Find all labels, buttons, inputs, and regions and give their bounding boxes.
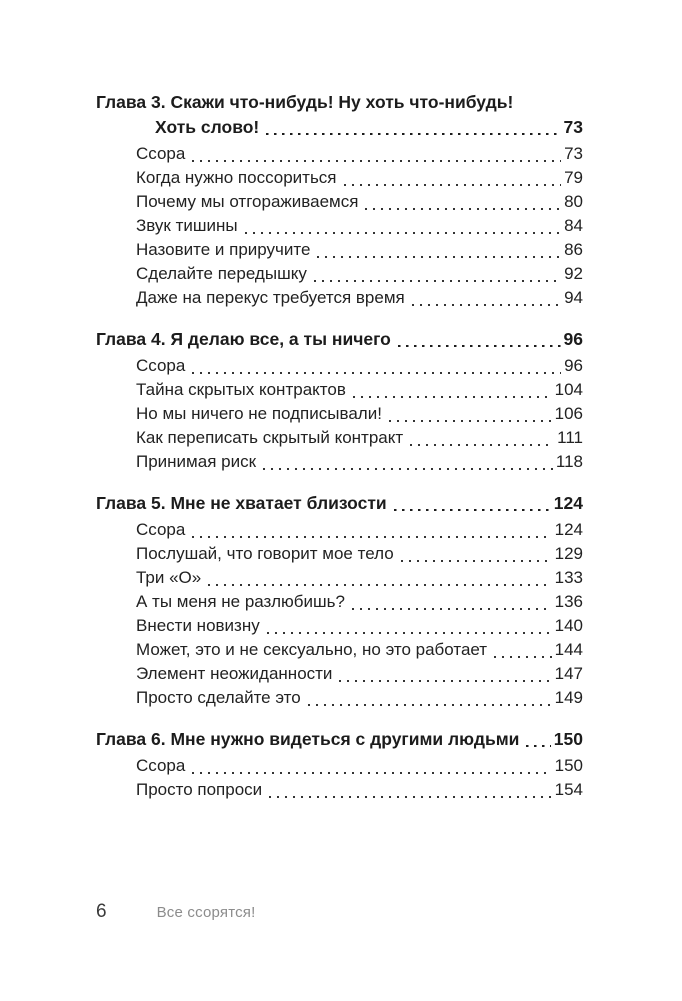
dotted-leader: [308, 704, 552, 706]
dotted-leader: [401, 560, 552, 562]
dotted-leader: [192, 372, 561, 374]
chapter-heading-label: Глава 6. Мне нужно видеться с другими людьми: [96, 729, 520, 749]
toc-item-row: [96, 590, 583, 614]
toc-item-label: Ссора: [136, 144, 186, 163]
toc-item-page-number: 80: [564, 192, 583, 211]
toc-item-label: Три «О»: [136, 568, 202, 587]
toc-item-row: [96, 142, 583, 166]
dotted-leader: [394, 509, 551, 511]
toc-item-label: Принимая риск: [136, 452, 257, 471]
toc-item-label: Послушай, что говорит мое тело: [136, 544, 394, 563]
dotted-leader: [398, 345, 561, 347]
dotted-leader: [410, 444, 554, 446]
dotted-leader: [192, 772, 551, 774]
toc-item-label: Когда нужно поссориться: [136, 168, 337, 187]
toc-item-label: Почему мы отгораживаемся: [136, 192, 359, 211]
dotted-leader: [192, 160, 561, 162]
table-of-contents: [96, 90, 583, 819]
dotted-leader: [344, 184, 562, 186]
chapter-heading-row: [96, 115, 583, 139]
toc-item-page-number: 79: [564, 168, 583, 187]
toc-item-label: Элемент неожиданности: [136, 664, 333, 683]
dotted-leader: [269, 796, 551, 798]
toc-item-page-number: 86: [564, 240, 583, 259]
toc-item-row: [96, 778, 583, 802]
toc-item-label: Но мы ничего не подписывали!: [136, 404, 382, 423]
toc-item-label: Просто попроси: [136, 780, 263, 799]
toc-item-page-number: 92: [564, 264, 583, 283]
dotted-leader: [267, 632, 552, 634]
toc-item-page-number: 150: [554, 756, 583, 775]
chapter-heading-page-number: 124: [553, 493, 583, 513]
chapter-heading-label: Глава 4. Я делаю все, а ты ничего: [96, 329, 391, 349]
toc-item-row: [96, 426, 583, 450]
toc-item-row: [96, 214, 583, 238]
toc-item-page-number: 136: [554, 592, 583, 611]
toc-item-row: [96, 638, 583, 662]
chapter-heading-label: Глава 5. Мне не хватает близости: [96, 493, 387, 513]
toc-item-row: [96, 166, 583, 190]
toc-item-row: [96, 566, 583, 590]
toc-item-page-number: 154: [554, 780, 583, 799]
chapter-heading-page-number: 73: [563, 117, 583, 137]
toc-item-row: [96, 450, 583, 474]
toc-item-page-number: 84: [564, 216, 583, 235]
dotted-leader: [352, 608, 552, 610]
toc-item-page-number: 149: [554, 688, 583, 707]
toc-item-label: Ссора: [136, 356, 186, 375]
toc-item-row: [96, 286, 583, 310]
toc-item-row: [96, 754, 583, 778]
dotted-leader: [339, 680, 551, 682]
page-footer: [96, 901, 256, 923]
dotted-leader: [494, 656, 552, 658]
dotted-leader: [365, 208, 561, 210]
toc-item-label: Тайна скрытых контрактов: [136, 380, 346, 399]
chapter-heading-row: [96, 727, 583, 751]
toc-item-label: Назовите и приручите: [136, 240, 311, 259]
toc-item-row: [96, 378, 583, 402]
footer-page-number: 6: [96, 901, 107, 922]
dotted-leader: [192, 536, 551, 538]
dotted-leader: [353, 396, 552, 398]
dotted-leader: [526, 745, 550, 747]
toc-item-page-number: 94: [564, 288, 583, 307]
footer-book-title: Все ссорятся!: [156, 904, 256, 921]
dotted-leader: [208, 584, 551, 586]
toc-item-label: Ссора: [136, 520, 186, 539]
chapter-heading-row: [96, 327, 583, 351]
dotted-leader: [317, 256, 561, 258]
toc-section: [96, 491, 583, 710]
toc-item-page-number: 118: [555, 452, 583, 471]
toc-item-page-number: 140: [554, 616, 583, 635]
dotted-leader: [314, 280, 561, 282]
toc-item-row: [96, 262, 583, 286]
toc-item-page-number: 96: [564, 356, 583, 375]
toc-item-label: Просто сделайте это: [136, 688, 301, 707]
chapter-heading-page-number: 150: [553, 729, 583, 749]
toc-item-row: [96, 190, 583, 214]
toc-section: [96, 327, 583, 474]
toc-item-page-number: 147: [554, 664, 583, 683]
toc-item-row: [96, 614, 583, 638]
toc-item-row: [96, 354, 583, 378]
dotted-leader: [412, 304, 561, 306]
toc-item-page-number: 111: [557, 428, 583, 447]
toc-item-row: [96, 542, 583, 566]
dotted-leader: [389, 420, 552, 422]
toc-item-page-number: 144: [554, 640, 583, 659]
dotted-leader: [266, 133, 560, 135]
toc-item-row: [96, 402, 583, 426]
chapter-heading-line1-row: [96, 90, 583, 114]
toc-item-label: Сделайте передышку: [136, 264, 307, 283]
chapter-heading-label: Хоть слово!: [155, 117, 260, 137]
toc-section: [96, 727, 583, 802]
toc-item-row: [96, 686, 583, 710]
toc-item-page-number: 133: [554, 568, 583, 587]
toc-item-label: Может, это и не сексуально, но это работает: [136, 640, 488, 659]
toc-item-page-number: 73: [564, 144, 583, 163]
toc-item-label: А ты меня не разлюбишь?: [136, 592, 345, 611]
toc-item-page-number: 124: [554, 520, 583, 539]
toc-item-page-number: 104: [554, 380, 583, 399]
toc-item-page-number: 129: [554, 544, 583, 563]
toc-section: [96, 90, 583, 310]
toc-item-label: Ссора: [136, 756, 186, 775]
toc-item-row: [96, 518, 583, 542]
toc-item-label: Внести новизну: [136, 616, 260, 635]
toc-item-row: [96, 238, 583, 262]
chapter-heading-line1-label: Глава 3. Скажи что-нибудь! Ну хоть что-нибудь!: [96, 92, 514, 112]
toc-item-page-number: 106: [554, 404, 583, 423]
toc-item-label: Звук тишины: [136, 216, 238, 235]
toc-item-row: [96, 662, 583, 686]
chapter-heading-row: [96, 491, 583, 515]
toc-item-label: Как переписать скрытый контракт: [136, 428, 404, 447]
dotted-leader: [245, 232, 561, 234]
toc-item-label: Даже на перекус требуется время: [136, 288, 405, 307]
chapter-heading-page-number: 96: [563, 329, 583, 349]
dotted-leader: [263, 468, 553, 470]
